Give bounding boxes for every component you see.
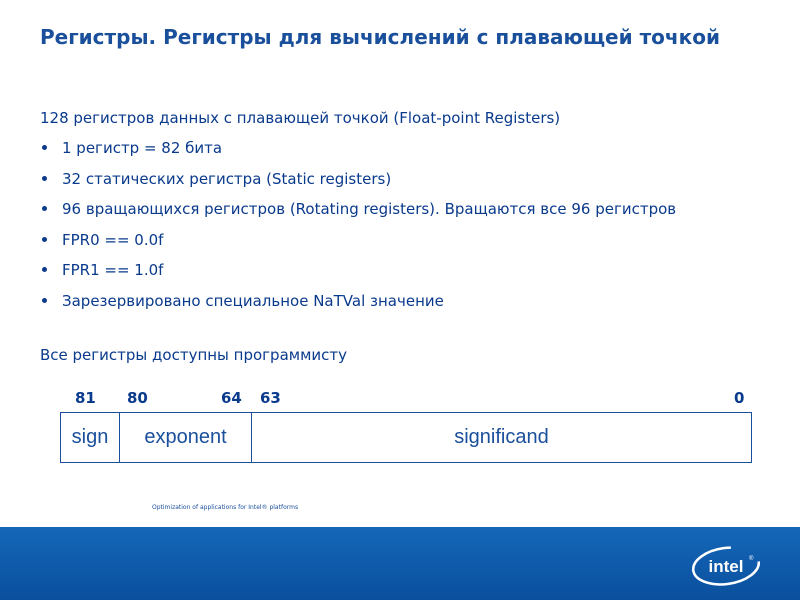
significand-field: significand [454,426,549,448]
bullet-item: 96 вращающихся регистров (Rotating registers). Вращаются все 96 регистров [40,199,740,219]
bullet-item: Зарезервировано специальное NaTVal значение [40,291,740,311]
intel-logo-text: intel [708,557,744,576]
slide-title: Регистры. Регистры для вычислений с плавающей точкой [40,25,720,49]
outro-text: Все регистры доступны программисту [40,346,348,364]
bullet-item: FPR0 == 0.0f [40,230,740,250]
bit-label-64: 64 [221,389,242,407]
bullet-item: FPR1 == 1.0f [40,260,740,280]
bit-label-63: 63 [260,389,281,407]
bit-label-80: 80 [127,389,148,407]
bit-label-81: 81 [75,389,96,407]
intro-text: 128 регистров данных с плавающей точкой (Float-point Registers) [40,109,561,127]
svg-text:®: ® [749,556,754,562]
bullet-list [40,138,740,321]
footer-bar [0,527,800,600]
bullet-item: 32 статических регистра (Static registers) [40,169,740,189]
register-format-table [60,412,752,463]
exponent-field: exponent [120,413,252,462]
intel-logo [690,545,762,587]
sign-field: sign [61,413,120,462]
bullet-item: 1 регистр = 82 бита [40,138,740,158]
footer-note: Optimization of applications for Intel® platforms [152,504,299,511]
bit-label-0: 0 [734,389,745,407]
